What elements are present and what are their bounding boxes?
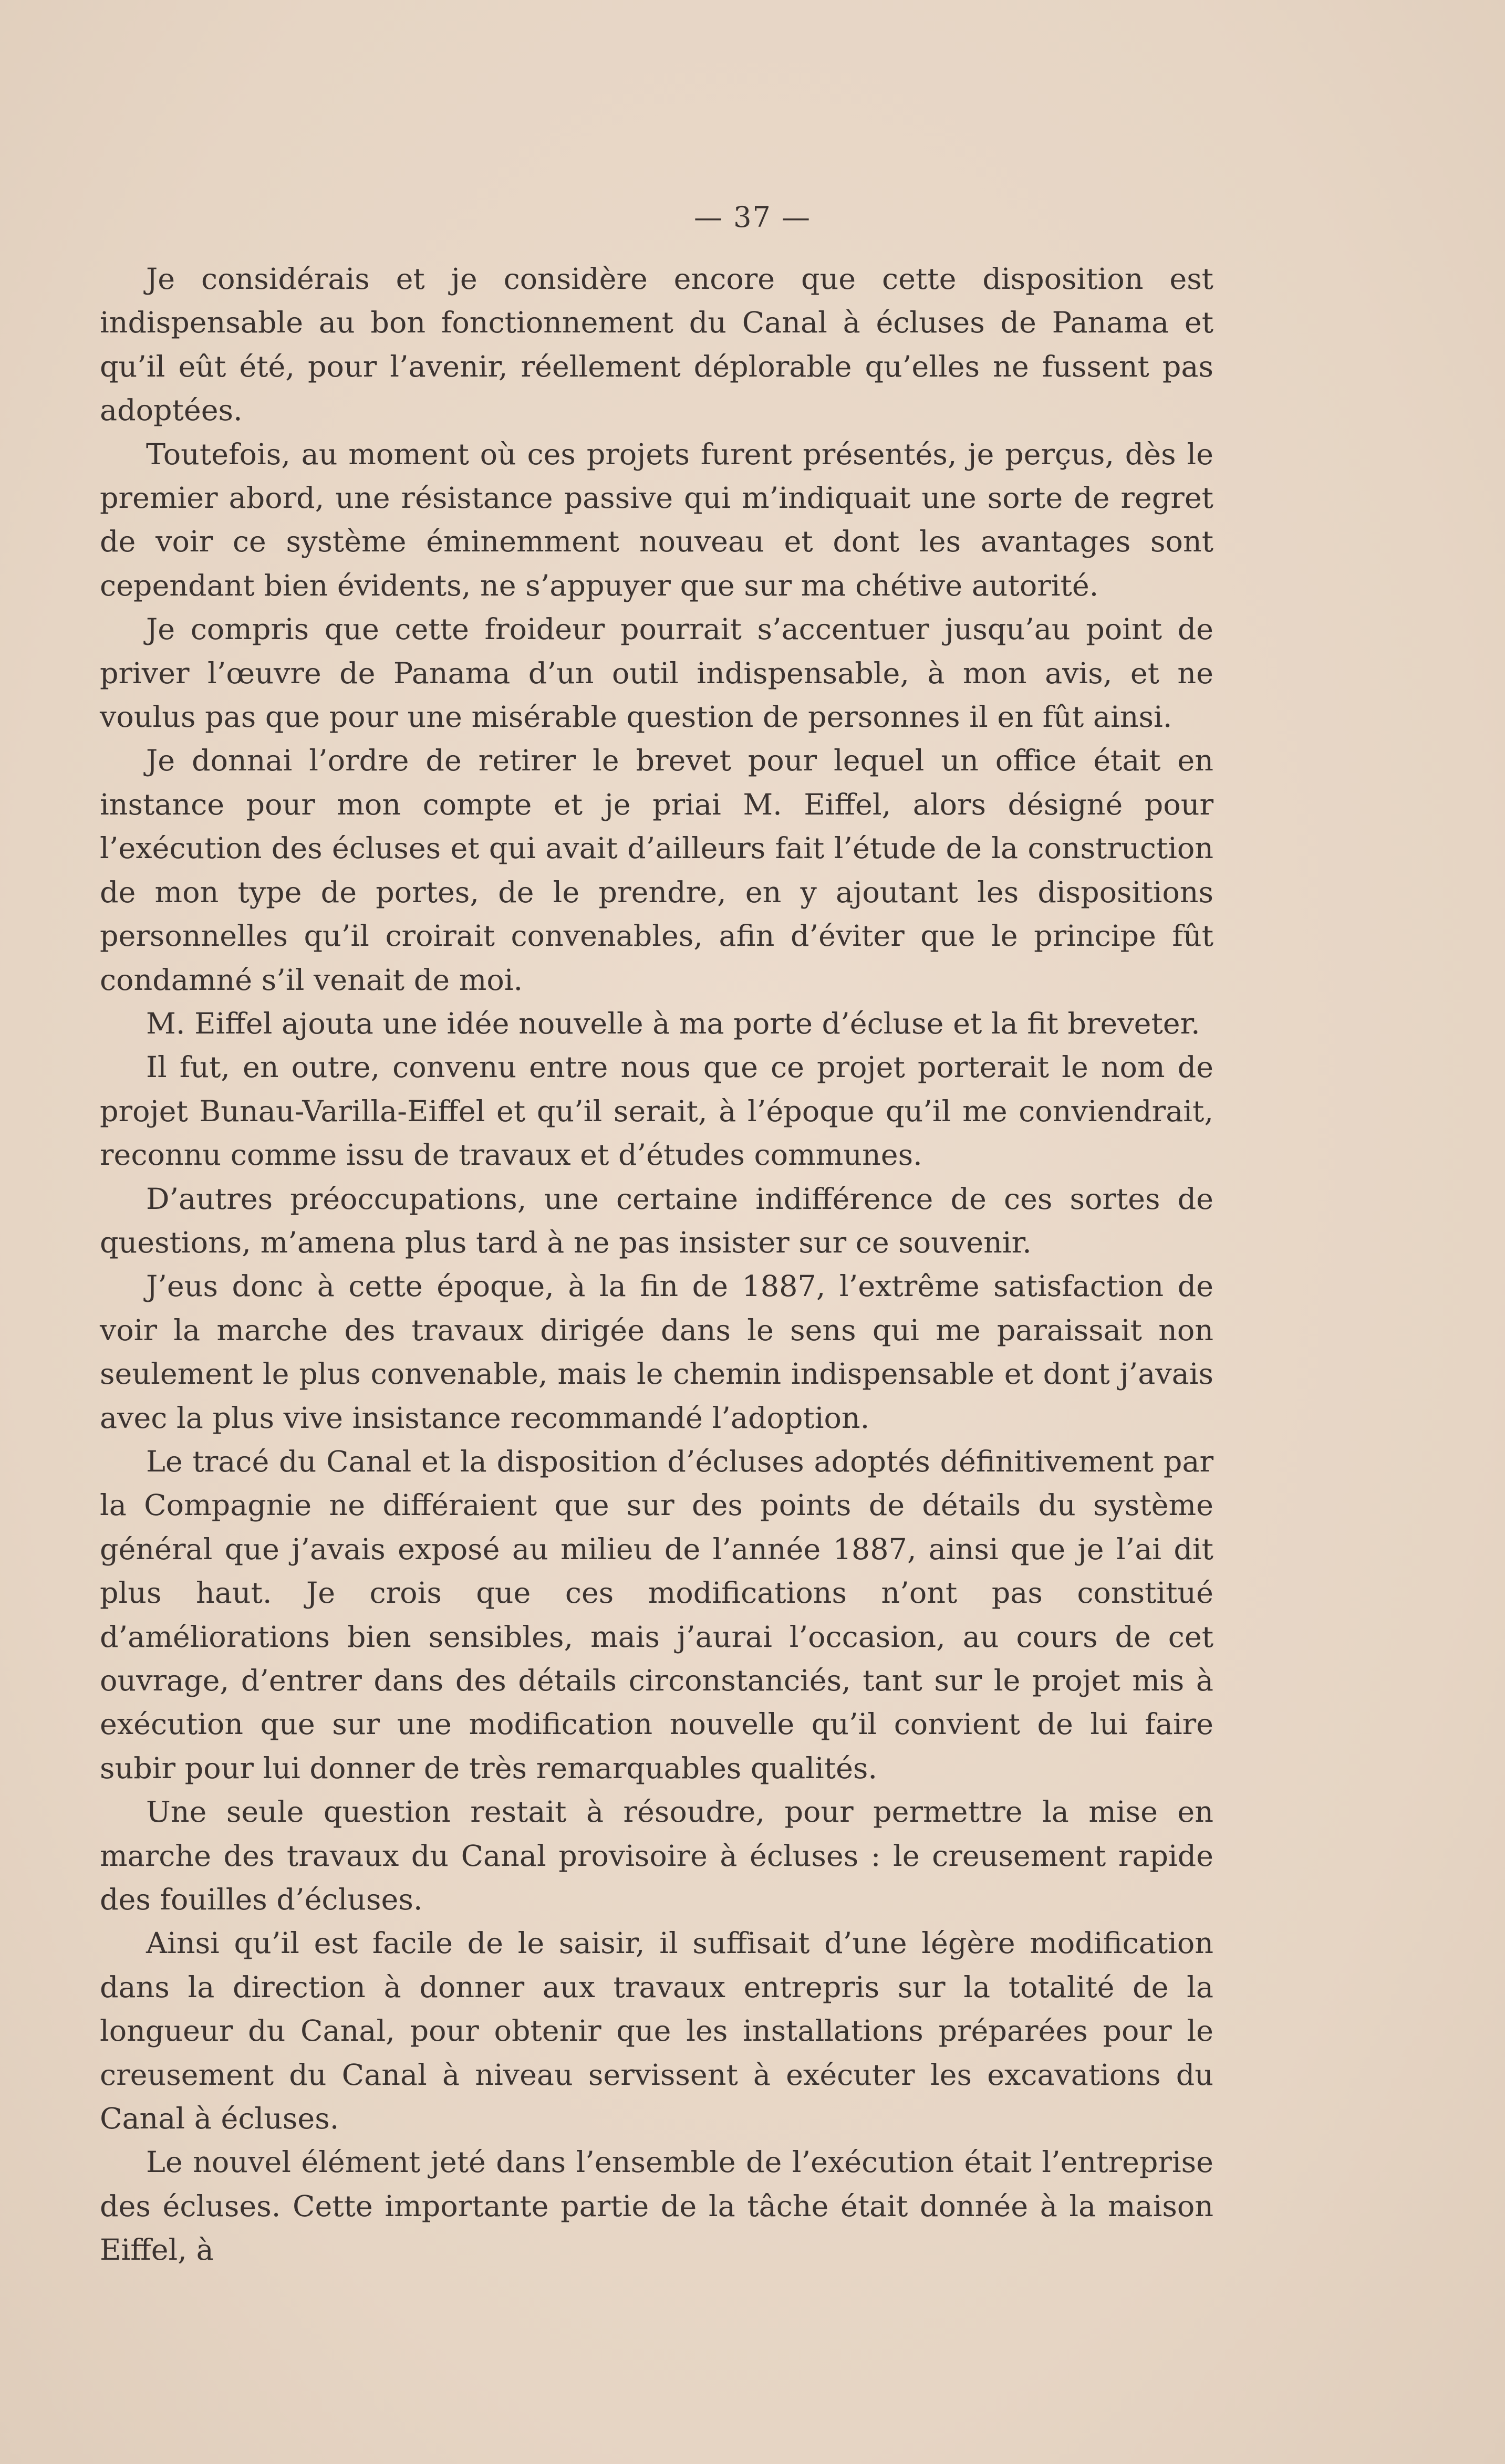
paragraph-8: J’eus donc à cette époque, à la fin de 1887, l’extrême satisfaction de voir la marche des travaux dirigée dans le sens qui me paraissait non seulement le plus convenable, mais le chemin indispensable et dont j’avais avec la plus vive insistance recommandé l’adoption. (100, 1269, 1213, 1435)
paragraph-7: D’autres préoccupations, une certaine indifférence de ces sortes de questions, m’amena plus tard à ne pas insister sur ce souvenir. (100, 1182, 1213, 1260)
paragraph-10: Une seule question restait à résoudre, pour permettre la mise en marche des travaux du Canal provisoire à écluses : le creusement rapide des fouilles d’écluses. (100, 1795, 1213, 1917)
page-number: — 37 — (693, 201, 812, 234)
paragraph-11: Ainsi qu’il est facile de le saisir, il suffisait d’une légère modification dans la direction à donner aux travaux entrepris sur la totalité de la longueur du Canal, pour obtenir que les installations préparées pour le creusement du Canal à niveau servissent à exécuter les excavations du Canal à écluses. (100, 1926, 1213, 2136)
paragraph-2: Toutefois, au moment où ces projets furent présentés, je perçus, dès le premier abord, une résistance passive qui m’indiquait une sorte de regret de voir ce système éminemment nouveau et dont les avantages sont cependant bien évidents, ne s’appuyer que sur ma chétive autorité. (100, 437, 1213, 603)
paragraph-12: Le nouvel élément jeté dans l’ensemble de l’exécution était l’entreprise des écluses. Cette importante partie de la tâche était donnée à la maison Eiffel, à (100, 2145, 1213, 2268)
paragraph-3: Je compris que cette froideur pourrait s’accentuer jusqu’au point de priver l’œuvre de Panama d’un outil indispensable, à mon avis, et ne voulus pas que pour une misérable question de personnes il en fût ainsi. (100, 612, 1213, 735)
paragraph-1: Je considérais et je considère encore que cette disposition est indispensable au bon fonctionnement du Canal à écluses de Panama et qu’il eût été, pour l’avenir, réellement déplorable qu’elles ne fussent pas adoptées. (100, 262, 1213, 428)
paragraph-5: M. Eiffel ajouta une idée nouvelle à ma porte d’écluse et la fit breveter. (146, 1006, 1200, 1041)
paragraph-4: Je donnai l’ordre de retirer le brevet pour lequel un office était en instance pour mon compte et je priai M. Eiffel, alors désigné pour l’exécution des écluses et qui avait d’ailleurs fait l’étude de la construction de mon type de portes, de le prendre, en y ajoutant les dispositions personnelles qu’il croirait convenables, afin d’éviter que le principe fût condamné s’il venait de moi. (100, 744, 1213, 997)
paragraph-9: Le tracé du Canal et la disposition d’écluses adoptés définitivement par la Compagnie ne différaient que sur des points de détails du système général que j’avais exposé au milieu de l’année 1887, ainsi que je l’ai dit plus haut. Je crois que ces modifications n’ont pas constitué d’améliorations bien sensibles, mais j’aurai l’occasion, au cours de cet ouvrage, d’entrer dans des détails circonstanciés, tant sur le projet mis à exécution que sur une modification nouvelle qu’il convient de lui faire subir pour lui donner de très remarquables qualités. (100, 1444, 1213, 1786)
body-text (100, 257, 1213, 2272)
paragraph-6: Il fut, en outre, convenu entre nous que ce projet porterait le nom de projet Bunau-Varilla-Eiffel et qu’il serait, à l’époque qu’il me conviendrait, reconnu comme issu de travaux et d’études communes. (100, 1050, 1213, 1173)
